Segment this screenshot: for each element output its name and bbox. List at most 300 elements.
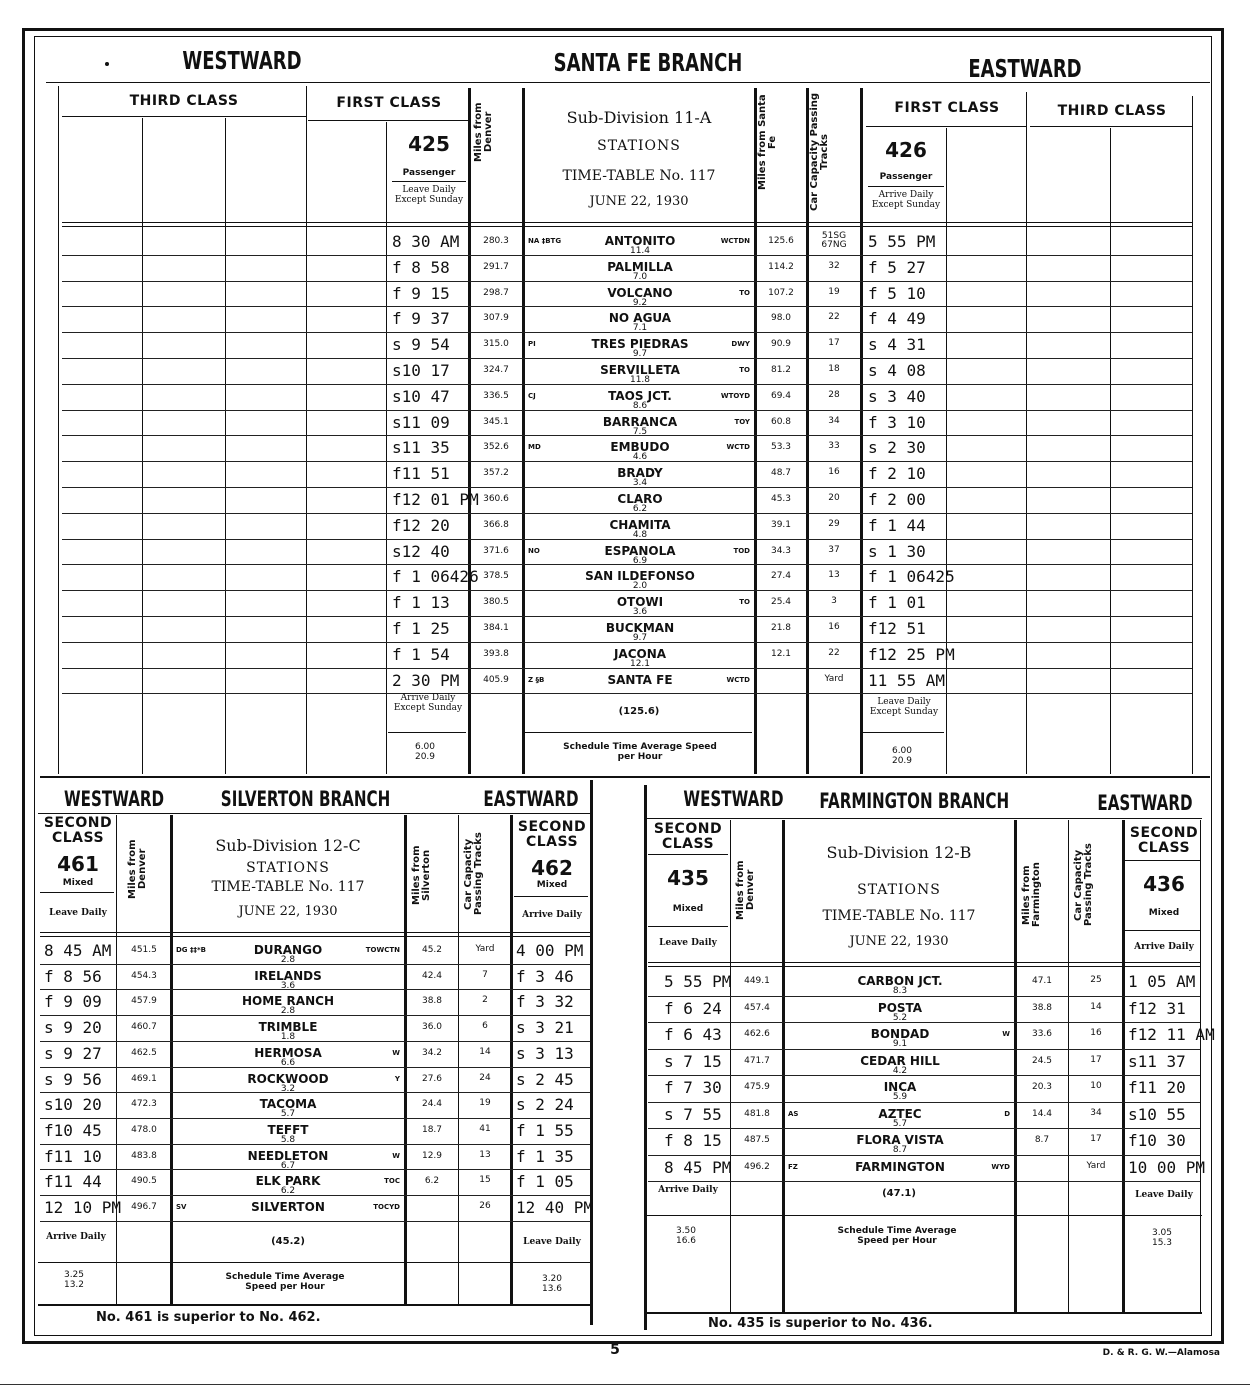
miles-from-end: 47.1 <box>1031 976 1053 986</box>
station-name: CEDAR HILL <box>860 1053 940 1068</box>
miles-from-end: 27.4 <box>770 571 792 582</box>
eastbound-time: f 1 35 <box>516 1146 574 1166</box>
station-prefix-code: NO <box>528 546 540 555</box>
station-name: BARRANCA <box>602 414 678 429</box>
rule <box>646 818 1202 819</box>
station-facility-code: TOC <box>384 1177 400 1186</box>
station-prefix-code: Z §B <box>528 675 545 684</box>
station-prefix-code: DG ‡‡*B <box>176 946 206 954</box>
grid-line <box>730 820 731 1313</box>
train-462-heading: Arrive Daily <box>522 910 582 920</box>
car-capacity: 10 <box>1090 1081 1102 1091</box>
inter-station-distance: 6.2 <box>280 1186 296 1197</box>
train-435-foot: Arrive Daily <box>658 1185 718 1195</box>
miles-from-denver: 380.5 <box>483 597 509 608</box>
train-425-foot: Arrive Daily Except Sunday <box>393 693 463 713</box>
miles-from-denver: 460.7 <box>131 1022 157 1033</box>
miles-from-denver: 481.8 <box>744 1108 770 1119</box>
station-name: TRES PIEDRAS <box>591 337 689 352</box>
train-425-number: 425 <box>408 132 450 156</box>
miles-from-end: 18.7 <box>421 1124 443 1135</box>
miles-from-end: 48.7 <box>770 468 792 479</box>
sf-stations-label: STATIONS <box>597 138 681 154</box>
westbound-time: 8 30 AM <box>392 232 460 251</box>
miles-from-end: 38.8 <box>1031 1002 1053 1013</box>
inter-station-distance: 6.7 <box>280 1160 296 1171</box>
miles-from-denver: 352.6 <box>483 442 509 453</box>
station-name: FLORA VISTA <box>856 1133 944 1147</box>
station-prefix-code: AS <box>788 1109 799 1118</box>
station-name: ROCKWOOD <box>247 1071 329 1086</box>
miles-from-denver: 324.7 <box>483 365 509 375</box>
sf-date: JUNE 22, 1930 <box>589 194 689 209</box>
westbound-time: f 1 06426 <box>392 567 479 587</box>
fm-header-double-rule <box>648 962 1200 967</box>
inter-station-distance: 11.4 <box>629 246 651 256</box>
westbound-time: s11 09 <box>392 412 450 432</box>
miles-from-end: 38.8 <box>421 996 443 1007</box>
miles-from-denver: 475.9 <box>744 1082 770 1092</box>
row-rule <box>648 1102 1200 1103</box>
station-name: CHAMITA <box>609 517 671 532</box>
miles-from-denver: 357.2 <box>483 468 509 479</box>
station-facility-code: W <box>392 1048 400 1057</box>
inter-station-distance: 5.7 <box>892 1118 908 1129</box>
inter-station-distance: 9.2 <box>632 297 648 308</box>
fm-miles-from-farmington-label: Miles from Farmington <box>1021 862 1042 928</box>
sv-miles-from-denver-label: Miles from Denver <box>127 839 148 899</box>
inter-station-distance: 4.6 <box>632 452 648 463</box>
inter-station-distance: 4.8 <box>632 529 648 540</box>
eastbound-time: s 1 30 <box>868 541 926 561</box>
eastbound-time: f11 20 <box>1128 1078 1186 1097</box>
car-capacity: 17 <box>1090 1054 1102 1065</box>
sv-timetable-number: TIME-TABLE No. 117 <box>211 879 365 895</box>
car-capacity: 28 <box>828 389 840 400</box>
westbound-time: f 1 13 <box>392 593 450 613</box>
sf-third-class-w: THIRD CLASS <box>129 93 239 109</box>
car-capacity: 13 <box>828 570 840 581</box>
sf-first-class-w: FIRST CLASS <box>336 95 442 111</box>
train-461-heading: Leave Daily <box>49 908 107 918</box>
miles-from-end: 114.2 <box>768 261 794 272</box>
station-facility-code: DWY <box>731 340 750 349</box>
station-prefix-code: MD <box>528 443 541 452</box>
fm-westward-heading: WESTWARD <box>683 787 784 811</box>
miles-from-end: 27.6 <box>421 1073 443 1084</box>
car-capacity: 3 <box>831 596 837 607</box>
eastbound-time: f 2 00 <box>868 490 926 509</box>
eastbound-time: 4 00 PM <box>516 941 584 960</box>
miles-from-end: 33.6 <box>1031 1029 1053 1039</box>
miles-from-end: 90.9 <box>770 339 792 350</box>
car-capacity: 33 <box>828 441 840 452</box>
sf-schedule-time-e: 6.00 <box>891 746 913 756</box>
inter-station-distance: 6.6 <box>280 1057 296 1068</box>
train-425-heading: Leave Daily Except Sunday <box>394 185 464 205</box>
miles-from-end: 45.3 <box>770 494 792 504</box>
sv-second-class-w: SECOND CLASS <box>43 815 113 846</box>
westbound-time: f11 44 <box>44 1172 102 1192</box>
miles-from-denver: 483.8 <box>131 1150 157 1161</box>
station-name: BUCKMAN <box>605 621 675 635</box>
westbound-time: s 9 56 <box>44 1069 102 1089</box>
fm-timetable-number: TIME-TABLE No. 117 <box>822 908 976 924</box>
car-capacity: 41 <box>479 1123 491 1134</box>
westbound-time: 2 30 PM <box>392 670 460 690</box>
miles-from-denver: 366.8 <box>483 519 509 530</box>
westbound-time: s 7 55 <box>664 1104 722 1124</box>
miles-from-end: 125.6 <box>768 236 794 246</box>
station-prefix-code: PI <box>528 340 536 349</box>
miles-from-denver: 451.5 <box>131 945 157 955</box>
train-435-heading: Leave Daily <box>659 938 717 948</box>
inter-station-distance: 9.7 <box>632 349 648 360</box>
eastbound-time: f 1 44 <box>868 515 926 535</box>
westbound-time: f 9 37 <box>392 309 450 329</box>
sf-miles-from-santa-fe-label: Miles from Santa Fe <box>757 94 778 190</box>
eastbound-time: s 3 40 <box>868 386 926 406</box>
grid-line <box>1014 820 1017 1313</box>
car-capacity: 20 <box>828 493 840 503</box>
eastbound-time: f 5 27 <box>868 257 926 277</box>
station-name: HOME RANCH <box>242 994 334 1009</box>
miles-from-denver: 469.1 <box>131 1073 157 1084</box>
miles-from-end: 24.5 <box>1031 1055 1053 1066</box>
row-rule <box>648 1022 1200 1023</box>
sv-stations-label: STATIONS <box>246 860 330 876</box>
miles-from-denver: 307.9 <box>483 313 509 324</box>
miles-from-end: 20.3 <box>1031 1082 1053 1092</box>
westbound-time: s10 17 <box>392 361 450 380</box>
inter-station-distance: 6.2 <box>632 504 648 514</box>
eastbound-time: f 2 10 <box>868 464 926 484</box>
sf-timetable-number: TIME-TABLE No. 117 <box>562 168 716 184</box>
car-capacity: Yard <box>824 673 844 684</box>
westbound-time: 12 10 PM <box>44 1198 122 1217</box>
station-facility-code: Y <box>394 1074 400 1083</box>
miles-from-denver: 360.6 <box>483 494 509 504</box>
miles-from-end: 39.1 <box>770 519 792 530</box>
miles-from-denver: 291.7 <box>483 261 509 272</box>
westbound-time: f 6 24 <box>664 998 722 1018</box>
inter-station-distance: 5.7 <box>280 1109 296 1120</box>
eastbound-time: 10 00 PM <box>1128 1157 1206 1177</box>
sv-speed-e: 13.6 <box>541 1284 563 1294</box>
westbound-time: s11 35 <box>392 438 450 458</box>
sf-eastward-heading: EASTWARD <box>968 54 1082 83</box>
station-facility-code: WTOYD <box>720 391 750 400</box>
car-capacity: 32 <box>828 260 840 271</box>
station-name: SERVILLETA <box>600 363 680 377</box>
inter-station-distance: 6.9 <box>632 555 648 566</box>
car-capacity: 6 <box>482 1021 488 1032</box>
eastbound-time: f 3 46 <box>516 966 574 986</box>
miles-from-end: 81.2 <box>770 365 792 375</box>
car-capacity: 51SG 67NG <box>821 231 847 250</box>
car-capacity: 25 <box>1090 975 1102 985</box>
station-prefix-code: CJ <box>528 391 536 400</box>
station-facility-code: W <box>392 1151 400 1160</box>
eastbound-time: f 3 32 <box>516 992 574 1012</box>
westbound-time: f 8 56 <box>44 966 102 986</box>
fm-speed-w: 16.6 <box>675 1236 697 1246</box>
eastbound-time: s10 55 <box>1128 1104 1186 1124</box>
inter-station-distance: 5.9 <box>892 1092 908 1102</box>
westbound-time: f12 01 PM <box>392 490 479 509</box>
row-rule <box>648 1155 1200 1156</box>
westbound-time: s 7 15 <box>664 1051 722 1071</box>
eastbound-time: s 4 31 <box>868 335 926 355</box>
car-capacity: 13 <box>479 1149 491 1160</box>
car-capacity: 16 <box>1090 1028 1102 1038</box>
station-name: PALMILLA <box>607 259 673 274</box>
sf-westward-heading: WESTWARD <box>182 46 302 75</box>
train-426-heading: Arrive Daily Except Sunday <box>871 190 941 210</box>
sv-schedule-time-w: 3.25 <box>63 1270 85 1280</box>
miles-from-denver: 490.5 <box>131 1176 157 1187</box>
eastbound-time: s 3 13 <box>516 1043 574 1063</box>
sv-total-miles: (45.2) <box>271 1236 305 1247</box>
westbound-time: s 9 20 <box>44 1018 102 1038</box>
westbound-time: f 8 58 <box>392 257 450 277</box>
eastbound-time: f 1 06425 <box>868 567 955 587</box>
train-436-number: 436 <box>1143 872 1185 896</box>
station-name: SANTA FE <box>607 672 673 687</box>
eastbound-time: f 1 01 <box>868 593 926 613</box>
station-name: VOLCANO <box>607 285 673 300</box>
station-name: POSTA <box>877 1000 923 1015</box>
station-facility-code: TO <box>739 366 750 374</box>
car-capacity: 19 <box>479 1098 491 1109</box>
eastbound-time: s 4 08 <box>868 361 926 380</box>
inter-station-distance: 8.6 <box>632 400 648 411</box>
car-capacity: 37 <box>828 544 840 555</box>
westbound-time: f 9 15 <box>392 283 450 303</box>
miles-from-end: 60.8 <box>770 416 792 427</box>
miles-from-denver: 454.3 <box>131 970 157 981</box>
car-capacity: 34 <box>1090 1107 1102 1118</box>
sf-speed-e: 20.9 <box>891 756 913 766</box>
westbound-time: s10 47 <box>392 386 450 406</box>
car-capacity: 15 <box>479 1175 491 1186</box>
sf-schedule-label: Schedule Time Average Speed per Hour <box>563 742 717 762</box>
rule <box>646 1215 1202 1216</box>
station-facility-code: TO <box>739 288 750 297</box>
inter-station-distance: 2.8 <box>280 955 296 965</box>
miles-from-denver: 462.5 <box>131 1047 157 1058</box>
miles-from-end: 53.3 <box>770 442 792 453</box>
fm-schedule-time-e: 3.05 <box>1151 1228 1173 1238</box>
miles-from-denver: 315.0 <box>483 339 509 350</box>
sv-car-capacity-label: Car Capacity Passing Tracks <box>463 832 484 916</box>
row-rule <box>648 1128 1200 1129</box>
grid-line <box>644 785 647 1330</box>
station-facility-code: WCTD <box>726 675 750 684</box>
station-name: EMBUDO <box>610 440 670 455</box>
station-facility-code: TOD <box>733 546 750 555</box>
station-name: JACONA <box>613 646 667 661</box>
train-436-foot: Leave Daily <box>1135 1190 1193 1200</box>
station-name: DURANGO <box>253 943 323 957</box>
station-name: NEEDLETON <box>247 1148 329 1163</box>
car-capacity: 18 <box>828 364 840 374</box>
miles-from-denver: 471.7 <box>744 1055 770 1066</box>
station-name: INCA <box>883 1080 917 1094</box>
miles-from-denver: 345.1 <box>483 416 509 427</box>
row-rule <box>648 996 1200 997</box>
sf-schedule-time-w: 6.00 <box>414 742 436 752</box>
eastbound-time: s11 37 <box>1128 1051 1186 1071</box>
car-capacity: 19 <box>828 286 840 297</box>
station-name: TACOMA <box>259 1097 317 1112</box>
fm-schedule-label: Schedule Time Average Speed per Hour <box>837 1226 957 1246</box>
miles-from-denver: 298.7 <box>483 287 509 298</box>
train-435-number: 435 <box>667 866 709 890</box>
fm-second-class-e: SECOND CLASS <box>1129 825 1199 856</box>
eastbound-time: s 2 24 <box>516 1095 574 1115</box>
train-462-foot: Leave Daily <box>523 1237 581 1247</box>
car-capacity: 14 <box>479 1046 491 1057</box>
car-capacity: 22 <box>828 312 840 323</box>
inter-station-distance: 3.6 <box>632 607 648 618</box>
station-name: TAOS JCT. <box>608 388 672 403</box>
fm-subdivision: Sub-Division 12-B <box>826 843 972 862</box>
sf-third-class-e: THIRD CLASS <box>1057 103 1167 119</box>
miles-from-denver: 457.9 <box>131 996 157 1007</box>
eastbound-time: f12 31 <box>1128 998 1186 1018</box>
station-name: SILVERTON <box>251 1200 325 1214</box>
station-facility-code: WCTDN <box>720 237 750 245</box>
page-number: 5 <box>610 1342 620 1358</box>
miles-from-denver: 371.6 <box>483 545 509 556</box>
miles-from-end: 42.4 <box>421 970 443 981</box>
station-facility-code: W <box>1002 1030 1010 1038</box>
westbound-time: f 1 25 <box>392 619 450 638</box>
westbound-time: f 9 09 <box>44 992 102 1012</box>
inter-station-distance: 3.2 <box>280 1083 296 1094</box>
station-prefix-code: FZ <box>788 1162 798 1171</box>
station-name: IRELANDS <box>254 968 322 983</box>
station-facility-code: TOCYD <box>373 1203 400 1211</box>
westbound-time: f 7 30 <box>664 1078 722 1097</box>
westbound-time: f11 51 <box>392 464 450 484</box>
inter-station-distance: 12.1 <box>629 658 651 669</box>
eastbound-time: f10 30 <box>1128 1131 1186 1150</box>
eastbound-time: 11 55 AM <box>868 670 946 690</box>
sf-first-class-e: FIRST CLASS <box>894 100 1000 116</box>
westbound-time: f10 45 <box>44 1120 102 1140</box>
fm-date: JUNE 22, 1930 <box>849 934 949 949</box>
rule <box>648 854 728 855</box>
sf-car-capacity-label: Car Capacity Passing Tracks <box>809 92 830 212</box>
rule <box>1124 860 1200 861</box>
miles-from-end: 34.3 <box>770 545 792 556</box>
westbound-time: f12 20 <box>392 515 450 535</box>
sv-schedule-label: Schedule Time Average Speed per Hour <box>225 1272 345 1292</box>
station-name: ESPANOLA <box>604 543 676 558</box>
station-name: CLARO <box>617 492 663 506</box>
miles-from-end: 21.8 <box>770 623 792 633</box>
inter-station-distance: 7.0 <box>632 271 648 282</box>
car-capacity: 17 <box>1090 1134 1102 1144</box>
sv-westward-heading: WESTWARD <box>64 787 165 811</box>
train-426-type: Passenger <box>879 172 933 182</box>
car-capacity: 24 <box>479 1072 491 1083</box>
westbound-time: s 9 54 <box>392 335 450 355</box>
station-name: BONDAD <box>870 1027 930 1041</box>
train-425-type: Passenger <box>402 168 456 178</box>
eastbound-time: 12 40 PM <box>516 1198 594 1217</box>
fm-miles-from-denver-label: Miles from Denver <box>735 860 756 920</box>
grid-line <box>782 820 785 1313</box>
westbound-time: f 6 43 <box>664 1025 722 1044</box>
station-prefix-code: NA ‡BTG <box>528 237 562 245</box>
station-facility-code: WYD <box>991 1162 1010 1171</box>
row-rule <box>648 1049 1200 1050</box>
station-name: FARMINGTON <box>855 1159 945 1174</box>
row-rule <box>648 1181 1200 1182</box>
westbound-time: f11 10 <box>44 1146 102 1166</box>
rule <box>1124 930 1200 931</box>
eastbound-time: f12 51 <box>868 619 926 638</box>
row-rule <box>648 1075 1200 1076</box>
inter-station-distance: 2.8 <box>280 1006 296 1017</box>
train-426-number: 426 <box>885 138 927 162</box>
train-462-number: 462 <box>531 856 573 880</box>
car-capacity: 14 <box>1090 1001 1102 1012</box>
inter-station-distance: 1.8 <box>280 1032 296 1043</box>
station-facility-code: TOY <box>734 417 750 426</box>
eastbound-time: f 3 10 <box>868 412 926 432</box>
sv-speed-w: 13.2 <box>63 1280 85 1290</box>
inter-station-distance: 5.8 <box>280 1134 296 1145</box>
eastbound-time: 1 05 AM <box>1128 972 1196 991</box>
inter-station-distance: 11.8 <box>629 375 651 385</box>
miles-from-denver: 280.3 <box>483 236 509 246</box>
inter-station-distance: 9.7 <box>632 633 648 643</box>
station-name: SAN ILDEFONSO <box>585 569 695 584</box>
westbound-time: f 1 54 <box>392 644 450 664</box>
car-capacity: 17 <box>828 338 840 349</box>
train-436-heading: Arrive Daily <box>1134 942 1194 952</box>
miles-from-denver: 393.8 <box>483 648 509 659</box>
sf-branch-title: SANTA FE BRANCH <box>553 48 743 77</box>
fm-total-miles: (47.1) <box>882 1188 916 1199</box>
miles-from-denver: 462.6 <box>744 1029 770 1039</box>
miles-from-denver: 496.7 <box>131 1202 157 1212</box>
eastbound-time: s 3 21 <box>516 1018 574 1038</box>
fm-eastward-heading: EASTWARD <box>1097 791 1193 815</box>
fm-superior-note: No. 435 is superior to No. 436. <box>708 1316 933 1331</box>
car-capacity: 29 <box>828 518 840 529</box>
sv-branch-title: SILVERTON BRANCH <box>220 787 391 811</box>
miles-from-denver: 405.9 <box>483 674 509 685</box>
sv-second-class-e: SECOND CLASS <box>517 819 587 850</box>
eastbound-time: f12 11 AM <box>1128 1025 1215 1044</box>
station-name: BRADY <box>617 466 663 481</box>
miles-from-denver: 478.0 <box>131 1124 157 1135</box>
car-capacity: 2 <box>482 995 488 1006</box>
station-prefix-code: SV <box>176 1203 187 1211</box>
miles-from-denver: 487.5 <box>744 1135 770 1145</box>
station-name: TEFFT <box>267 1122 309 1137</box>
miles-from-end: 69.4 <box>770 390 792 401</box>
car-capacity: 22 <box>828 647 840 658</box>
page-edge-line <box>0 1384 1250 1385</box>
miles-from-end: 12.1 <box>770 648 792 659</box>
miles-from-end: 36.0 <box>421 1022 443 1033</box>
